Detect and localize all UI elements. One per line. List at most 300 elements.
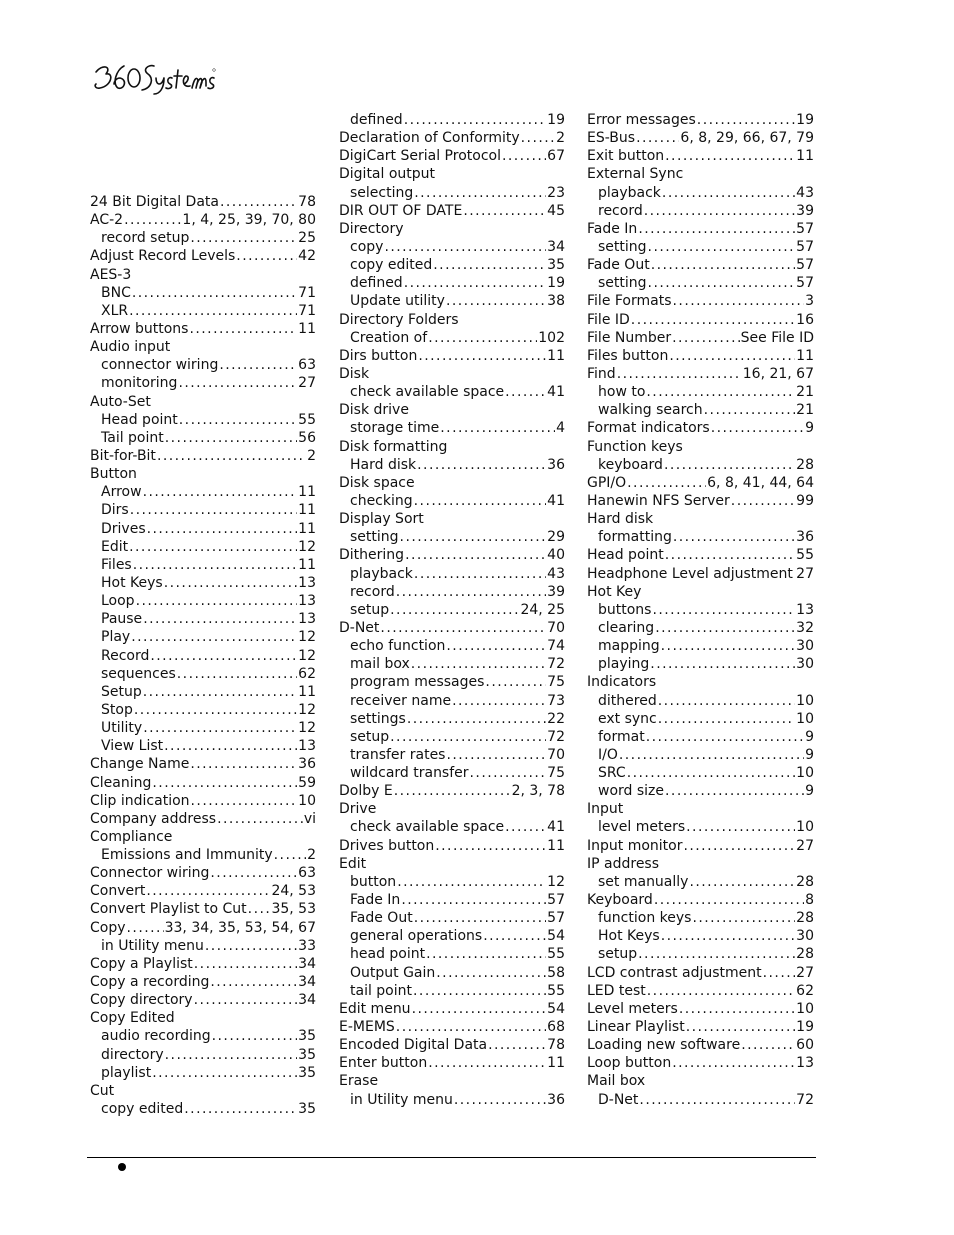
index-entry	[587, 292, 814, 310]
index-term: Convert Playlist to Cut	[90, 901, 247, 918]
index-page-ref: 11	[298, 320, 316, 337]
dot-leader	[412, 1000, 547, 1018]
index-term: how to	[598, 384, 646, 401]
dot-leader	[404, 274, 546, 292]
dot-leader	[157, 447, 306, 465]
index-term: audio recording	[101, 1028, 211, 1045]
index-term: Files button	[587, 347, 669, 364]
index-term: settings	[350, 710, 406, 727]
index-subentry	[587, 1091, 814, 1109]
index-entry	[587, 510, 814, 528]
dot-leader	[428, 329, 537, 347]
index-page-ref: 75	[547, 674, 565, 691]
index-term: Play	[101, 629, 131, 646]
index-entry	[587, 256, 814, 274]
index-subentry	[587, 710, 814, 728]
index-page-ref: vi	[303, 810, 316, 827]
index-subentry	[339, 383, 565, 401]
index-page-ref: 71	[298, 302, 316, 319]
dot-leader	[658, 710, 795, 728]
dot-leader	[661, 637, 796, 655]
index-term: Headphone Level adjustment	[587, 565, 793, 582]
index-page-ref: 57	[796, 275, 814, 292]
index-page-ref: 54	[547, 928, 565, 945]
dot-leader	[689, 873, 795, 891]
index-page-ref: 36	[796, 529, 814, 546]
index-entry	[339, 311, 565, 329]
index-term: Disk drive	[339, 402, 409, 419]
index-page-ref: 11	[298, 556, 316, 573]
dot-leader	[212, 1027, 298, 1045]
index-entry	[587, 546, 814, 564]
dot-leader	[704, 401, 796, 419]
dot-leader	[460, 311, 564, 329]
index-term: Compliance	[90, 828, 173, 845]
index-term: Function keys	[587, 438, 683, 455]
index-page-ref: 13	[298, 593, 316, 610]
index-entry	[339, 800, 565, 818]
dot-leader	[127, 919, 164, 937]
dot-leader	[143, 719, 297, 737]
index-page-ref: 39	[547, 583, 565, 600]
index-page-ref: 55	[547, 982, 565, 999]
index-term: selecting	[350, 184, 414, 201]
index-subentry	[339, 329, 565, 347]
index-term: Audio input	[90, 339, 171, 356]
index-term: Drive	[339, 801, 377, 818]
index-entry	[587, 1036, 814, 1054]
index-term: Creation of	[350, 329, 428, 346]
dot-leader	[410, 401, 564, 419]
index-subentry	[587, 655, 814, 673]
dot-leader	[679, 1000, 795, 1018]
index-term: record	[350, 583, 395, 600]
index-term: Input monitor	[587, 837, 683, 854]
index-subentry	[90, 737, 316, 755]
index-subentry	[587, 383, 814, 401]
index-term: dithered	[598, 692, 657, 709]
index-term: receiver name	[350, 692, 452, 709]
dot-leader	[416, 474, 564, 492]
dot-leader	[129, 302, 297, 320]
index-term: Edit menu	[339, 1000, 411, 1017]
index-term: Drives	[101, 520, 146, 537]
index-entry	[339, 546, 565, 564]
index-subentry	[339, 710, 565, 728]
index-subentry	[339, 728, 565, 746]
index-entry	[587, 964, 814, 982]
index-subentry	[90, 937, 316, 955]
index-entry	[90, 393, 316, 411]
dot-leader	[177, 665, 297, 683]
dot-leader	[379, 1072, 564, 1090]
index-term: AES-3	[90, 266, 132, 283]
index-entry	[587, 111, 814, 129]
dot-leader	[194, 991, 298, 1009]
index-term: connector wiring	[101, 357, 219, 374]
index-page-ref: 11	[547, 1055, 565, 1072]
index-page-ref: 62	[796, 982, 814, 999]
dot-leader	[401, 891, 546, 909]
index-term: Setup	[101, 683, 142, 700]
index-entry	[339, 401, 565, 419]
dot-leader	[648, 238, 796, 256]
index-term: Auto-Set	[90, 393, 151, 410]
index-page-ref: 22	[547, 710, 565, 727]
dot-leader	[673, 528, 795, 546]
index-page-ref: 11	[547, 837, 565, 854]
index-entry	[587, 800, 814, 818]
dot-leader	[217, 810, 303, 828]
index-term: Copy a recording	[90, 974, 210, 991]
index-term: Hanewin NFS Server	[587, 492, 730, 509]
index-entry	[339, 619, 565, 637]
index-entry	[587, 365, 814, 383]
index-term: Edit	[339, 855, 367, 872]
index-term: playback	[598, 184, 661, 201]
index-page-ref: 43	[796, 184, 814, 201]
dot-leader	[711, 419, 804, 437]
index-page-ref: 72	[547, 728, 565, 745]
dot-leader	[647, 982, 795, 1000]
dot-leader	[658, 692, 795, 710]
index-subentry	[90, 701, 316, 719]
index-subentry	[90, 538, 316, 556]
index-page-ref: 34	[547, 238, 565, 255]
index-term: sequences	[101, 665, 176, 682]
index-subentry	[339, 601, 565, 619]
dot-leader	[191, 792, 298, 810]
index-entry	[90, 973, 316, 991]
index-term: Output Gain	[350, 964, 436, 981]
index-term: Loop button	[587, 1055, 672, 1072]
dot-leader	[642, 583, 813, 601]
dot-leader	[684, 438, 813, 456]
index-page-ref: 10	[796, 692, 814, 709]
index-subentry	[339, 982, 565, 1000]
index-page-ref: 10	[796, 1000, 814, 1017]
dot-leader	[143, 683, 297, 701]
index-subentry	[587, 637, 814, 655]
index-term: Dithering	[339, 547, 405, 564]
index-page-ref: 9	[805, 783, 814, 800]
dot-leader	[189, 320, 297, 338]
index-page-ref: 12	[298, 720, 316, 737]
index-term: echo function	[350, 638, 446, 655]
dot-leader	[433, 256, 546, 274]
index-term: format	[598, 728, 645, 745]
index-term: checking	[350, 492, 413, 509]
index-entry	[587, 583, 814, 601]
index-subentry	[587, 927, 814, 945]
index-term: playback	[350, 565, 413, 582]
index-page-ref: 27	[796, 837, 814, 854]
index-subentry	[587, 274, 814, 292]
index-term: Tail point	[101, 429, 164, 446]
index-page-ref: 19	[796, 1019, 814, 1036]
index-page-ref: 34	[298, 992, 316, 1009]
index-subentry	[90, 683, 316, 701]
dot-leader	[454, 1091, 546, 1109]
index-entry	[339, 855, 565, 873]
index-page-ref: 56	[298, 429, 316, 446]
index-entry	[339, 347, 565, 365]
index-column-1	[90, 193, 316, 1118]
index-term: directory	[101, 1046, 164, 1063]
index-subentry	[90, 229, 316, 247]
dot-leader	[660, 855, 813, 873]
index-subentry	[339, 419, 565, 437]
index-page-ref: 35	[547, 257, 565, 274]
index-page-ref: 71	[298, 284, 316, 301]
dot-leader	[132, 266, 315, 284]
index-subentry	[90, 411, 316, 429]
index-entry	[90, 247, 316, 265]
index-term: Display Sort	[339, 511, 424, 528]
dot-leader	[131, 628, 297, 646]
dot-leader	[210, 973, 297, 991]
dot-leader	[652, 601, 795, 619]
dot-leader	[639, 1091, 795, 1109]
index-term: Convert	[90, 883, 146, 900]
dot-leader	[164, 574, 297, 592]
index-term: Adjust Record Levels	[90, 248, 236, 265]
index-page-ref: 9	[805, 420, 814, 437]
dot-leader	[505, 818, 546, 836]
index-term: Copy a Playlist	[90, 955, 193, 972]
footer-rule	[87, 1157, 816, 1158]
index-entry	[587, 165, 814, 183]
index-entry	[339, 129, 565, 147]
index-entry	[90, 991, 316, 1009]
index-entry	[587, 982, 814, 1000]
index-term: Linear Playlist	[587, 1019, 685, 1036]
index-term: Hot Keys	[598, 928, 660, 945]
index-subentry	[90, 1100, 316, 1118]
index-term: Keyboard	[587, 892, 653, 909]
index-term: button	[350, 873, 397, 890]
dot-leader	[414, 565, 546, 583]
dot-leader	[165, 429, 297, 447]
index-entry	[90, 774, 316, 792]
dot-leader	[655, 619, 795, 637]
dot-leader	[672, 329, 740, 347]
index-page-ref: 16	[796, 311, 814, 328]
dot-leader	[219, 356, 297, 374]
index-subentry	[587, 528, 814, 546]
index-page-ref: 19	[547, 112, 565, 128]
index-entry	[90, 792, 316, 810]
index-page-ref: 12	[298, 701, 316, 718]
index-page-ref: 10	[796, 710, 814, 727]
index-subentry	[339, 256, 565, 274]
index-page-ref: See File ID	[740, 329, 814, 346]
index-subentry	[587, 619, 814, 637]
index-page-ref: 13	[298, 611, 316, 628]
dot-leader	[521, 129, 555, 147]
index-page-ref: 33	[298, 937, 316, 954]
dot-leader	[173, 828, 315, 846]
index-page-ref: 78	[547, 1037, 565, 1054]
dot-leader	[435, 837, 546, 855]
index-term: DIR OUT OF DATE	[339, 202, 463, 219]
index-entry	[587, 673, 814, 691]
dot-leader	[367, 855, 564, 873]
index-term: GPI/O	[587, 474, 627, 491]
index-term: Directory	[339, 220, 404, 237]
index-page-ref: 12	[298, 538, 316, 555]
index-term: Fade Out	[587, 257, 650, 274]
index-page-ref: 68	[547, 1019, 565, 1036]
dot-leader	[673, 292, 805, 310]
index-term: LCD contrast adjustment	[587, 964, 762, 981]
index-term: head point	[350, 946, 426, 963]
dot-leader	[124, 211, 181, 229]
index-subentry	[339, 528, 565, 546]
index-term: Pause	[101, 611, 143, 628]
index-term: LED test	[587, 982, 646, 999]
index-column-2	[339, 111, 565, 1109]
dot-leader	[115, 1082, 315, 1100]
index-page-ref: 6, 8, 41, 44, 64	[707, 474, 814, 491]
index-page-ref: 30	[796, 656, 814, 673]
index-entry	[587, 891, 814, 909]
index-subentry	[587, 184, 814, 202]
index-entry	[587, 329, 814, 347]
dot-leader	[619, 746, 804, 764]
index-term: setup	[350, 601, 390, 618]
index-term: walking search	[598, 402, 703, 419]
dot-leader	[644, 202, 795, 220]
dot-leader	[152, 774, 297, 792]
index-term: D-Net	[339, 619, 380, 636]
dot-leader	[418, 347, 546, 365]
index-term: D-Net	[598, 1091, 639, 1108]
dot-leader	[436, 964, 546, 982]
dot-leader	[638, 220, 795, 238]
index-term: general operations	[350, 928, 483, 945]
index-term: Drives button	[339, 837, 435, 854]
dot-leader	[220, 193, 297, 211]
dot-leader	[194, 955, 297, 973]
index-entry	[90, 810, 316, 828]
index-subentry	[339, 1091, 565, 1109]
index-term: File Formats	[587, 293, 672, 310]
index-term: Button	[90, 466, 137, 483]
index-subentry	[90, 574, 316, 592]
index-subentry	[90, 719, 316, 737]
index-page-ref: 29	[547, 529, 565, 546]
index-page-ref: 28	[796, 456, 814, 473]
index-entry	[90, 882, 316, 900]
index-term: word size	[598, 783, 665, 800]
index-term: tail point	[350, 982, 413, 999]
index-subentry	[339, 692, 565, 710]
index-entry	[90, 266, 316, 284]
dot-leader	[136, 592, 298, 610]
index-subentry	[339, 184, 565, 202]
dot-leader	[488, 1036, 546, 1054]
dot-leader	[133, 556, 297, 574]
index-term: Head point	[587, 547, 664, 564]
index-page-ref: 19	[547, 275, 565, 292]
index-subentry	[587, 782, 814, 800]
index-page-ref: 10	[796, 819, 814, 836]
index-entry	[339, 510, 565, 528]
index-page-ref: 6, 8, 29, 66, 67, 79	[680, 130, 814, 147]
dot-leader	[134, 701, 297, 719]
index-entry	[90, 1082, 316, 1100]
dot-leader	[502, 147, 546, 165]
index-term: Update utility	[350, 293, 445, 310]
dot-leader	[147, 520, 298, 538]
index-entry	[90, 193, 316, 211]
dot-leader	[274, 846, 306, 864]
index-entry	[90, 320, 316, 338]
dot-leader	[190, 755, 297, 773]
index-term: check available space	[350, 384, 505, 401]
index-term: Change Name	[90, 756, 190, 773]
index-subentry	[90, 592, 316, 610]
index-term: Format indicators	[587, 420, 710, 437]
dot-leader	[407, 710, 546, 728]
dot-leader	[470, 764, 547, 782]
index-term: Copy directory	[90, 992, 193, 1009]
index-page-ref: 41	[547, 384, 565, 401]
index-subentry	[339, 565, 565, 583]
index-entry	[587, 438, 814, 456]
index-page-ref: 33, 34, 35, 53, 54, 67	[164, 919, 316, 936]
dot-leader	[669, 347, 795, 365]
index-entry	[339, 165, 565, 183]
index-page-ref: 57	[547, 910, 565, 927]
index-term: level meters	[598, 819, 686, 836]
index-term: View List	[101, 738, 164, 755]
index-term: wildcard transfer	[350, 765, 469, 782]
index-term: Hot Key	[587, 583, 642, 600]
index-page-ref: 67	[547, 148, 565, 165]
index-term: mapping	[598, 638, 660, 655]
dot-leader	[436, 165, 564, 183]
index-subentry	[90, 429, 316, 447]
index-term: check available space	[350, 819, 505, 836]
dot-leader	[665, 147, 795, 165]
index-page-ref: 27	[298, 375, 316, 392]
index-subentry	[90, 284, 316, 302]
index-subentry	[90, 556, 316, 574]
dot-leader	[405, 220, 564, 238]
index-term: Level meters	[587, 1000, 678, 1017]
index-page-ref: 24, 25	[520, 601, 565, 618]
index-entry	[339, 220, 565, 238]
index-term: Fade In	[350, 892, 401, 909]
index-page-ref: 11	[298, 502, 316, 519]
index-page-ref: 75	[547, 765, 565, 782]
index-page-ref: 55	[547, 946, 565, 963]
index-term: Utility	[101, 720, 143, 737]
index-page-ref: 57	[547, 892, 565, 909]
index-term: XLR	[101, 302, 129, 319]
index-subentry	[339, 964, 565, 982]
index-term: mail box	[350, 656, 410, 673]
index-term: Hard disk	[350, 456, 417, 473]
index-page-ref: 54	[547, 1000, 565, 1017]
dot-leader	[414, 492, 547, 510]
index-entry	[587, 855, 814, 873]
index-entry	[339, 438, 565, 456]
index-entry	[90, 211, 316, 229]
index-entry	[90, 900, 316, 918]
